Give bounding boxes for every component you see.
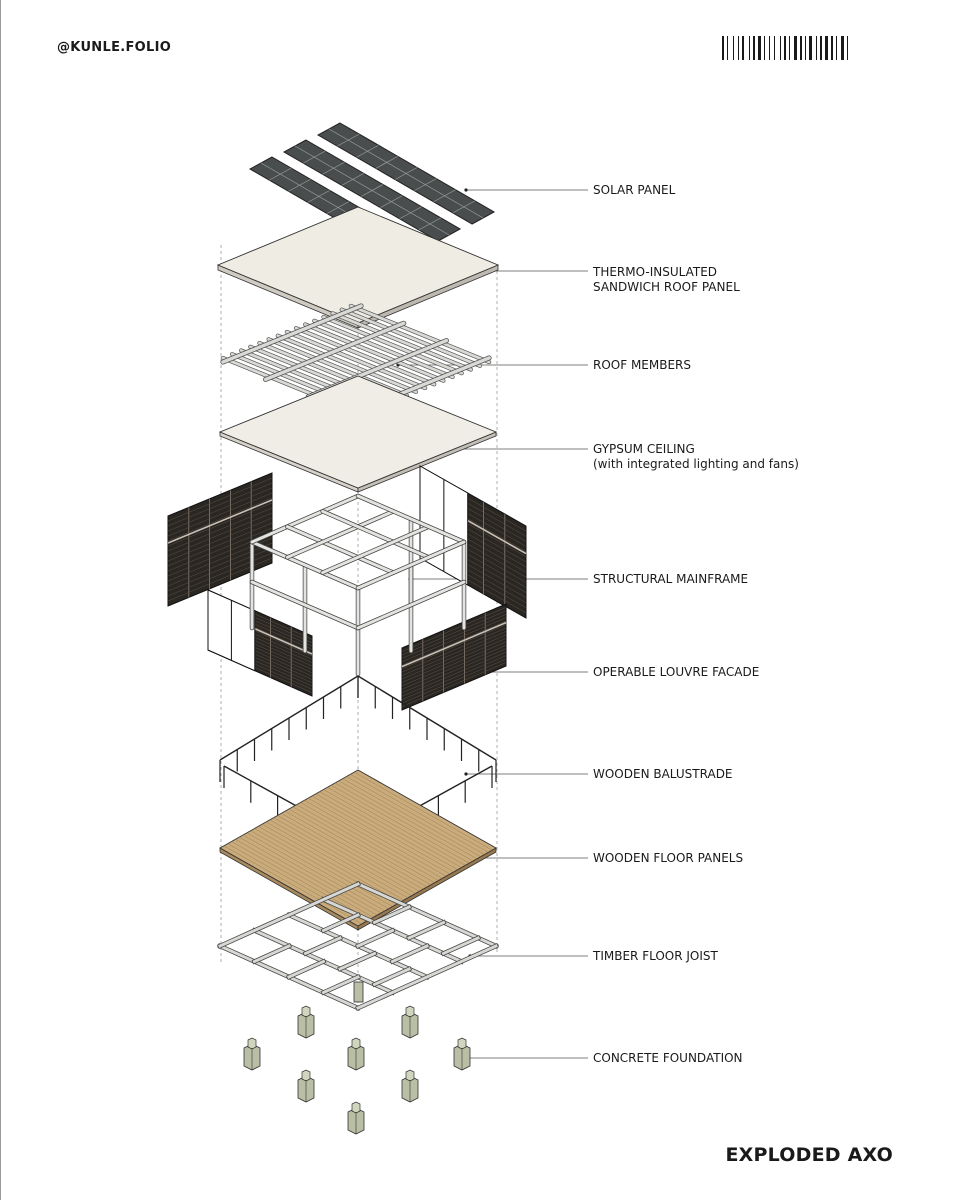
wooden-floor-layer xyxy=(220,770,496,930)
label-roof-members: ROOF MEMBERS xyxy=(593,358,692,372)
concrete-foundation-layer xyxy=(244,1006,470,1134)
leader-dot xyxy=(464,772,467,775)
label-louvre-facade: OPERABLE LOUVRE FACADE xyxy=(593,665,760,679)
floor-joist xyxy=(375,969,410,985)
floor-joist xyxy=(393,946,428,962)
pier-stub xyxy=(352,1038,360,1049)
joist-stub-post xyxy=(354,982,363,1002)
label-solar-panel: SOLAR PANEL xyxy=(593,183,676,197)
footer-title: EXPLODED AXO xyxy=(725,1144,893,1166)
floor-joist xyxy=(444,938,479,954)
label-wooden-floor: WOODEN FLOOR PANELS xyxy=(593,851,744,865)
pier-stub xyxy=(406,1070,414,1081)
floor-joist xyxy=(358,931,393,947)
label-structural-mainframe: STRUCTURAL MAINFRAME xyxy=(593,572,749,586)
floor-joist xyxy=(409,922,444,938)
pier-stub xyxy=(458,1038,466,1049)
pier-stub xyxy=(406,1006,414,1017)
author-handle: @KUNLE.FOLIO xyxy=(57,40,172,55)
floor-joist xyxy=(289,962,324,978)
floor-joist xyxy=(255,946,290,962)
floor-joist xyxy=(340,953,375,969)
label-gypsum-ceiling: GYPSUM CEILING (with integrated lighting and fans) xyxy=(593,442,799,471)
pier-stub xyxy=(302,1070,310,1081)
gypsum-ceiling xyxy=(220,376,496,488)
label-wooden-balustrade: WOODEN BALUSTRADE xyxy=(593,767,733,781)
label-concrete-foundation: CONCRETE FOUNDATION xyxy=(593,1051,743,1065)
pier-stub xyxy=(302,1006,310,1017)
leader-dot xyxy=(464,188,467,191)
pier-stub xyxy=(248,1038,256,1049)
label-floor-joist: TIMBER FLOOR JOIST xyxy=(593,949,718,963)
label-roof-panel: THERMO-INSULATED SANDWICH ROOF PANEL xyxy=(593,265,740,294)
floor-joist xyxy=(324,977,359,993)
pier-stub xyxy=(352,1102,360,1113)
floor-joist xyxy=(306,938,341,954)
gypsum-ceiling-layer xyxy=(220,376,496,492)
